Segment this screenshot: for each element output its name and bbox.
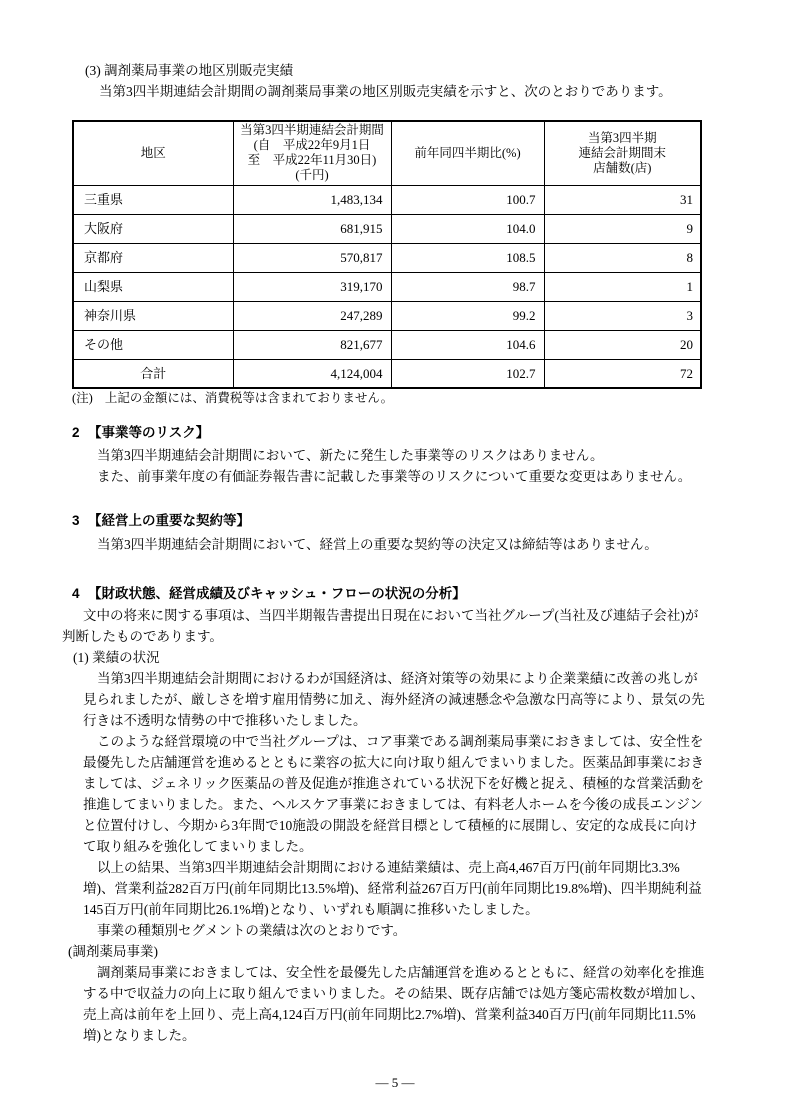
amount-cell: 247,289 xyxy=(233,301,391,330)
table-row xyxy=(73,185,701,214)
amount-cell: 4,124,004 xyxy=(233,359,391,388)
section2-heading xyxy=(62,424,209,442)
amount-cell: 319,170 xyxy=(233,272,391,301)
table-note xyxy=(72,388,393,409)
yoy-cell: 98.7 xyxy=(391,272,544,301)
section4-subhead: (1) 業績の状況 xyxy=(73,650,160,665)
header-period-amount: 当第3四半期連結会計期間 (自 平成22年9月1日 至 平成22年11月30日) (千円) xyxy=(233,121,391,185)
section2-number: 2 xyxy=(72,425,80,440)
section3-title: 【経営上の重要な契約等】 xyxy=(88,513,250,528)
amount-cell: 570,817 xyxy=(233,243,391,272)
section4-heading xyxy=(62,585,466,603)
stores-cell: 8 xyxy=(544,243,701,272)
section3-number: 3 xyxy=(72,513,80,528)
section4-title: 【財政状態、経営成績及びキャッシュ・フローの状況の分析】 xyxy=(88,586,466,601)
yoy-cell: 104.0 xyxy=(391,214,544,243)
yoy-cell: 104.6 xyxy=(391,330,544,359)
yoy-cell: 99.2 xyxy=(391,301,544,330)
region-cell: 山梨県 xyxy=(73,272,233,301)
region-cell: 京都府 xyxy=(73,243,233,272)
region-cell: 三重県 xyxy=(73,185,233,214)
segment-label: (調剤薬局事業) xyxy=(68,944,158,959)
region-cell: その他 xyxy=(73,330,233,359)
table-row xyxy=(73,301,701,330)
sales-section-intro: 当第3四半期連結会計期間の調剤薬局事業の地区別販売実績を示すと、次のとおりであります。 xyxy=(99,84,672,99)
sales-section-heading: (3) 調剤薬局事業の地区別販売実績 xyxy=(85,63,294,78)
section4-para2: このような経営環境の中で当社グループは、コア事業である調剤薬局事業におきましては、安全性を最優先した店舗運営を進めるとともに業容の拡大に向け取り組んでまいりました。医薬品卸事業におきましては、ジェネリック医薬品の普及促進が推進されている状況下を好機と捉え、積極的な営業活動を推進してまいりました。また、ヘルスケア事業におきましては、有料老人ホームを今後の成長エンジンと位置付けし、今期から3年間で10施設の開設を経営目標として積極的に展開し、安定的な成長に向けて取り組みを強化してまいりました。 xyxy=(83,734,704,854)
section2-body xyxy=(97,445,707,487)
stores-cell: 72 xyxy=(544,359,701,388)
yoy-cell: 108.5 xyxy=(391,243,544,272)
section4-lead: 文中の将来に関する事項は、当四半期報告書提出日現在において当社グループ(当社及び連結子会社)が判断したものであります。 xyxy=(62,608,699,644)
page-number: ― 5 ― xyxy=(375,1075,415,1090)
region-cell: 神奈川県 xyxy=(73,301,233,330)
section3-body xyxy=(97,534,707,555)
stores-cell: 9 xyxy=(544,214,701,243)
section4-para5: 調剤薬局事業におきましては、安全性を最優先した店舗運営を進めるとともに、経営の効率化を推進する中で収益力の向上に取り組んでまいりました。その結果、既存店舗では処方箋応需枚数が増加し、売上高は前年を上回り、売上高4,124百万円(前年同期比2.7%増)、営業利益340百万円(前年同期比11.5%増)となりました。 xyxy=(83,965,705,1043)
table-header-row xyxy=(73,121,701,185)
table-row xyxy=(73,214,701,243)
sales-section-header xyxy=(62,60,707,102)
section4-para1: 当第3四半期連結会計期間におけるわが国経済は、経済対策等の効果により企業業績に改善の兆しが見られましたが、厳しさを増す雇用情勢に加え、海外経済の減速懸念や急激な円高等により、景気の先行きは不透明な情勢の中で推移いたしました。 xyxy=(83,671,705,728)
section4-para3: 以上の結果、当第3四半期連結会計期間における連結業績は、売上高4,467百万円(前年同期比3.3%増)、営業利益282百万円(前年同期比13.5%増)、経常利益267百万円(前年同期比19.8%増)、四半期純利益145百万円(前年同期比26.1%増)となり、いずれも順調に推移いたしました。 xyxy=(83,860,702,917)
amount-cell: 1,483,134 xyxy=(233,185,391,214)
section4-para4: 事業の種類別セグメントの業績は次のとおりです。 xyxy=(97,923,407,938)
stores-cell: 31 xyxy=(544,185,701,214)
section3-heading xyxy=(62,512,250,530)
section4-body xyxy=(62,605,707,1046)
amount-cell: 821,677 xyxy=(233,330,391,359)
section2-title: 【事業等のリスク】 xyxy=(88,425,210,440)
stores-cell: 20 xyxy=(544,330,701,359)
section4-number: 4 xyxy=(72,586,80,601)
section2-line2: また、前事業年度の有価証券報告書に記載した事業等のリスクについて重要な変更はありません。 xyxy=(97,469,692,484)
yoy-cell: 100.7 xyxy=(391,185,544,214)
table-row xyxy=(73,272,701,301)
header-region: 地区 xyxy=(73,121,233,185)
stores-cell: 1 xyxy=(544,272,701,301)
header-stores: 当第3四半期 連結会計期間末 店舗数(店) xyxy=(544,121,701,185)
yoy-cell: 102.7 xyxy=(391,359,544,388)
section2-line1: 当第3四半期連結会計期間において、新たに発生した事業等のリスクはありません。 xyxy=(97,448,604,463)
table-total-row xyxy=(73,359,701,388)
sales-table-wrapper xyxy=(72,120,702,389)
region-cell: 大阪府 xyxy=(73,214,233,243)
note-label: (注) xyxy=(72,391,93,405)
section3-line1: 当第3四半期連結会計期間において、経営上の重要な契約等の決定又は締結等はありません。 xyxy=(97,537,658,552)
stores-cell: 3 xyxy=(544,301,701,330)
header-yoy: 前年同四半期比(%) xyxy=(391,121,544,185)
amount-cell: 681,915 xyxy=(233,214,391,243)
table-row xyxy=(73,243,701,272)
region-cell: 合計 xyxy=(73,359,233,388)
note-text: 上記の金額には、消費税等は含まれておりません。 xyxy=(104,391,394,405)
table-row xyxy=(73,330,701,359)
sales-by-region-table xyxy=(72,120,702,389)
